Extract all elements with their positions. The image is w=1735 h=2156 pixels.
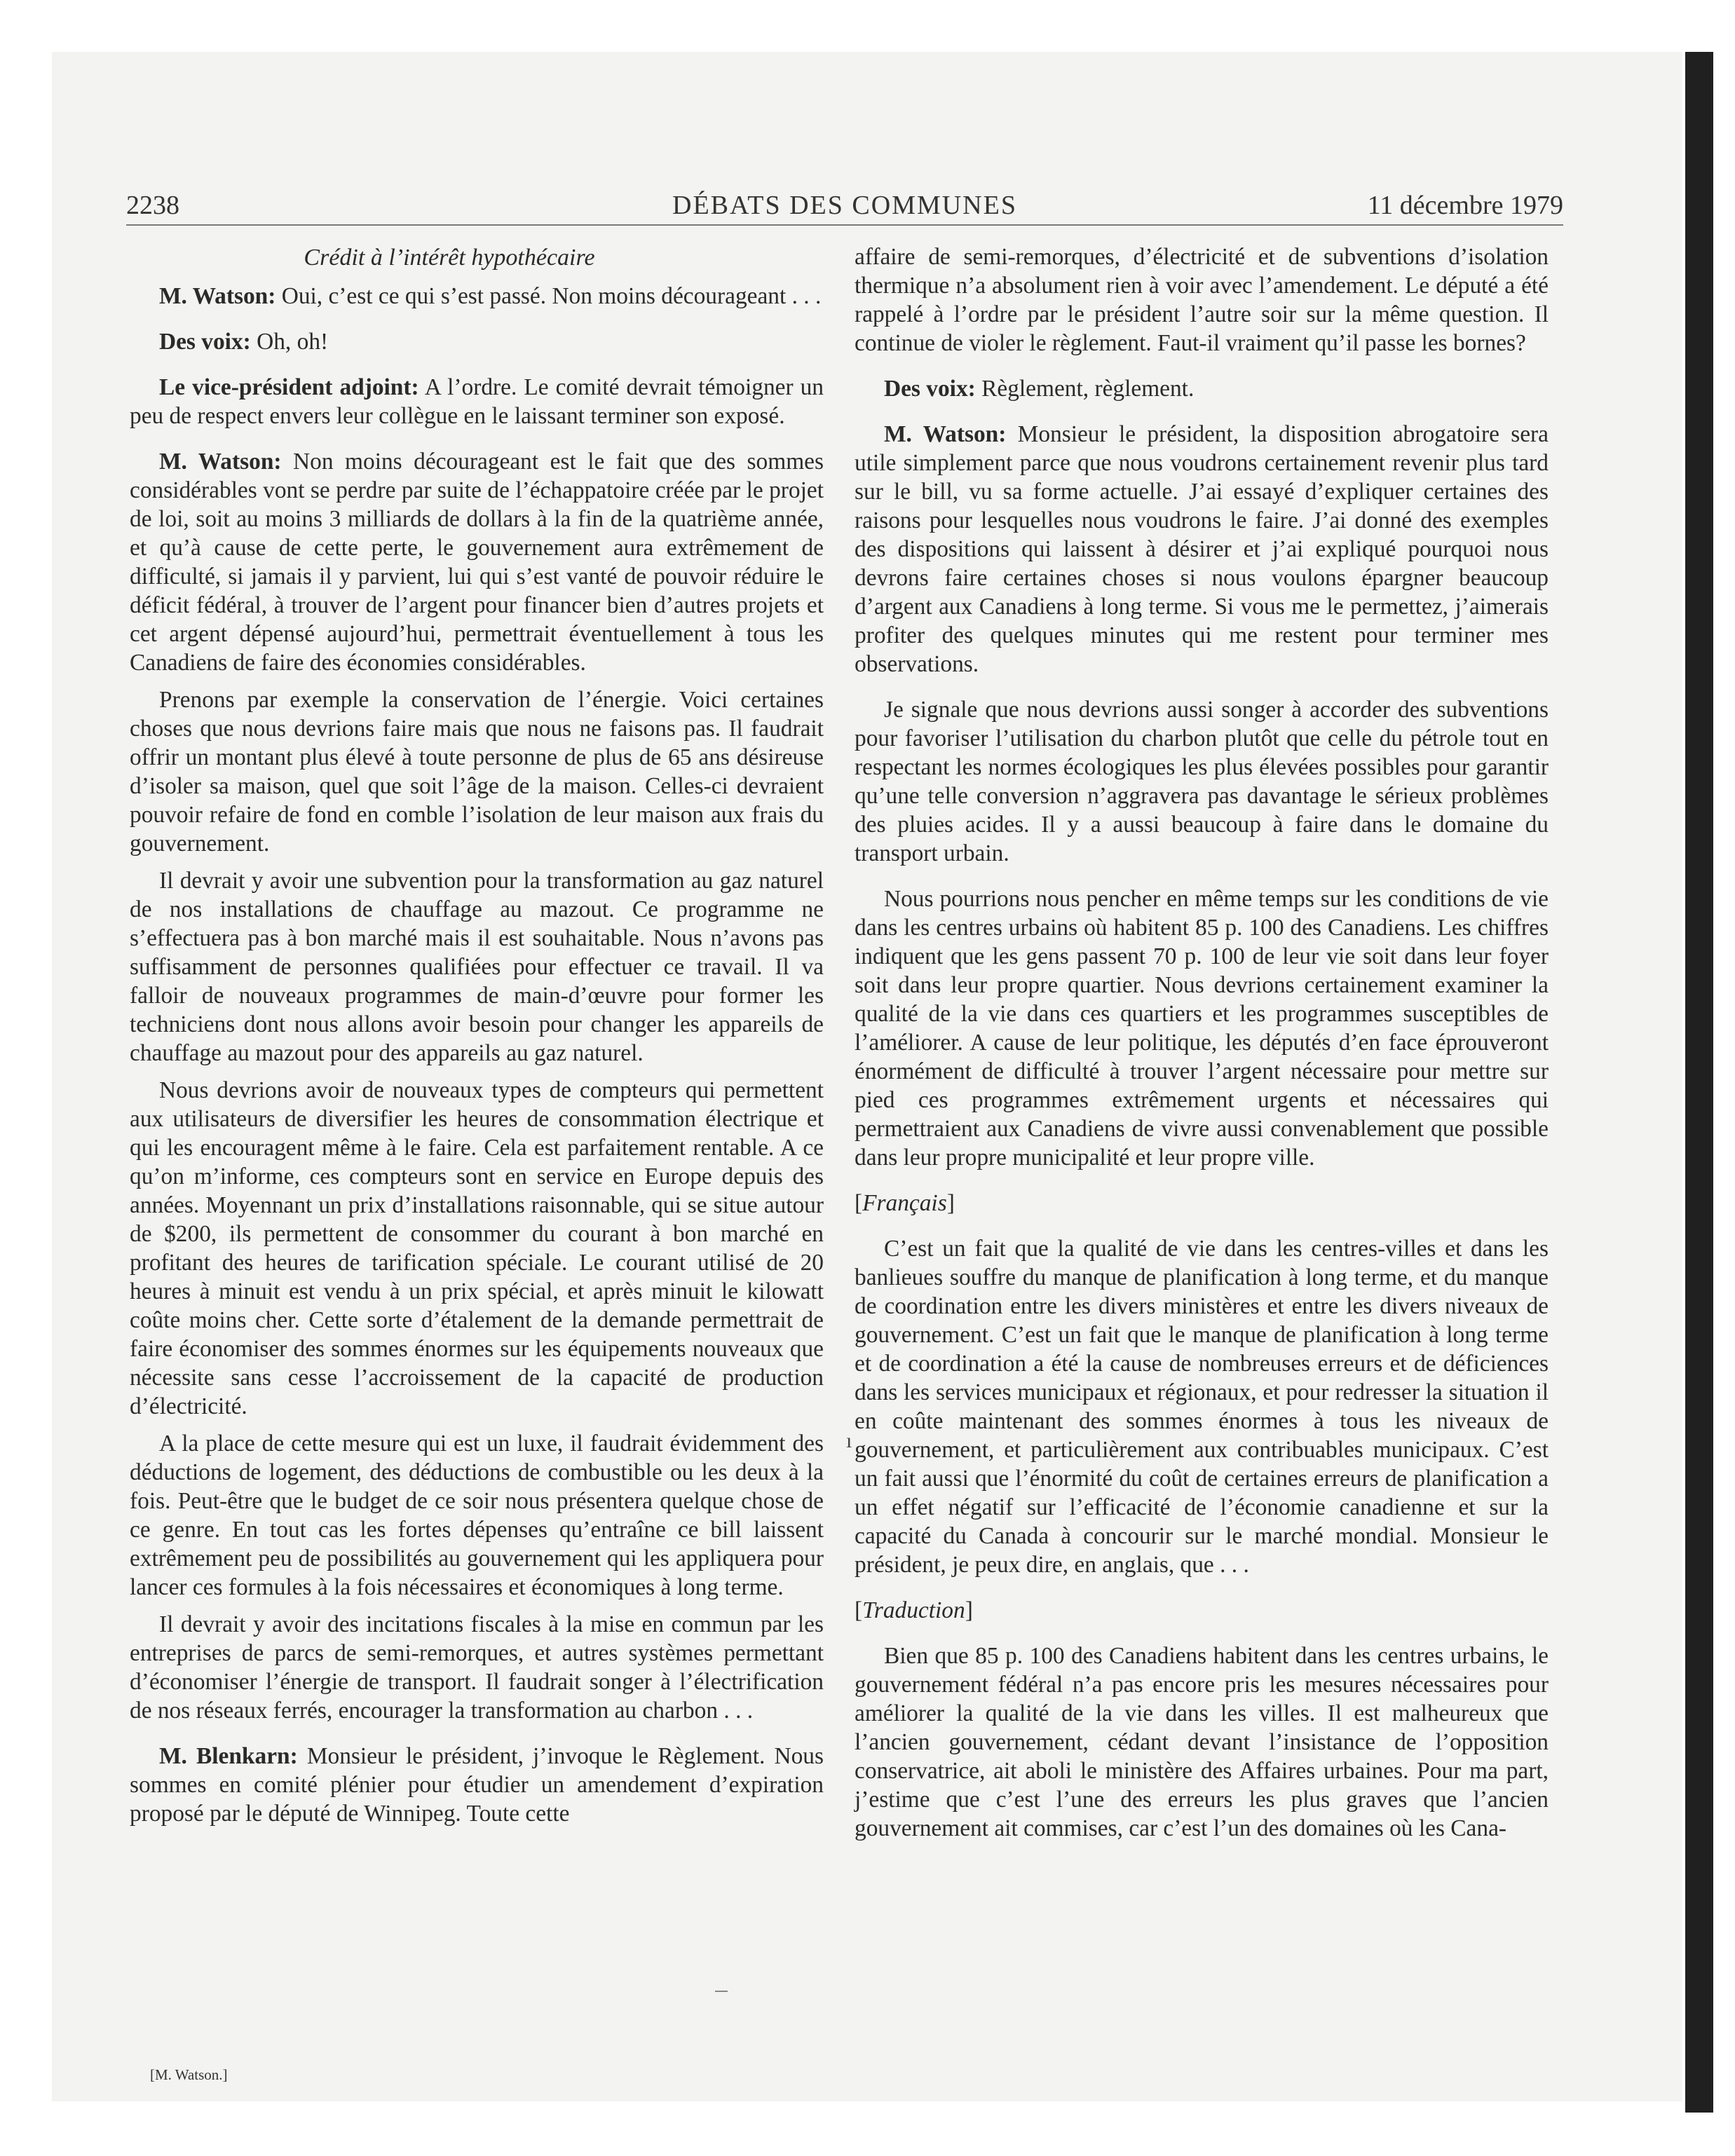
speech-text: Oh, oh! [250, 329, 329, 355]
margin-dash [715, 1991, 728, 1992]
page-date: 11 décembre 1979 [1367, 191, 1563, 220]
speech-text: Règlement, règlement. [975, 376, 1195, 402]
speech-text: Non moins décourageant est le fait que des sommes considérables vont se perdre par suite de l’échappatoire créée par le projet de loi, soit au moins 3 milliards de dollars à la fin de la quatrième année, et qu’à cause de cette perte, le gouvernement aura extrêmement de difficulté, si jamais il y parvient, lui qui s’est vanté de pouvoir réduire le déficit fédéral, à trouver de l’argent pour financer bien d’autres projets et cet argent dépensé aujourd’hui, permettrait éventuellement à tous les Canadiens de faire des économies considérables. [130, 449, 824, 676]
speech-text: A l’ordre. Le comité devrait témoigner un peu de respect envers leur collègue en le laissant terminer son exposé. [130, 374, 824, 429]
paragraph [130, 373, 824, 430]
paragraph: Nous pourrions nous pencher en même temps sur les conditions de vie dans les centres urbains où habitent 85 p. 100 des Canadiens. Les chiffres indiquent que les gens passent 70 p. 100 de leur vie soit dans leur foyer soit dans leur propre quartier. Nous devrions certainement examiner la qualité de la vie dans ces quartiers et les programmes susceptibles de l’améliorer. A cause de leur politique, les députés d’en face éprouveront énormément de difficulté à trouver l’argent nécessaire pour mettre sur pied ces programmes extrêmement urgents et nécessaires qui permettraient aux Canadiens de vivre aussi convenablement que possible dans leur propre municipalité et leur propre ville. [855, 886, 1549, 1171]
paragraph: Il devrait y avoir des incitations fiscales à la mise en commun par les entreprises de parcs de semi-remorques, et autres systèmes permettant d’économiser l’énergie de transport. Il faudrait songer à l’électrification de nos réseaux ferrés, encourager la transformation au charbon . . . [130, 1611, 824, 1724]
section-title: Crédit à l’intérêt hypothécaire [304, 245, 595, 271]
paragraph [855, 420, 1549, 678]
language-label: Traduction [862, 1597, 965, 1623]
language-label: Français [862, 1190, 947, 1216]
publication-title: DÉBATS DES COMMUNES [672, 191, 1017, 220]
header-rule [126, 224, 1563, 226]
paragraph [130, 447, 824, 677]
left-column [130, 243, 824, 1836]
paragraph: affaire de semi-remorques, d’électricité et de subventions d’isolation thermique n’a absolument rien à voir avec l’amendement. Le député a été rappelé à l’ordre par le président l’autre soir sur la même question. Il continue de violer le règlement. Faut-il vraiment qu’il passe les bornes? [855, 244, 1549, 356]
speaker-name: Le vice-président adjoint: [159, 374, 419, 400]
paragraph: Je signale que nous devrions aussi songer à accorder des subventions pour favoriser l’utilisation du charbon plutôt que celle du pétrole tout en respectant les normes écologiques les plus élevées possibles pour garantir qu’une telle conversion n’aggravera pas davantage le sérieux problèmes des pluies acides. Il y a aussi beaucoup à faire dans le domaine du transport urbain. [855, 697, 1549, 866]
speaker-name: M. Watson: [159, 449, 282, 475]
speaker-footnote: [M. Watson.] [150, 2066, 228, 2083]
speech-text: Monsieur le président, la disposition abrogatoire sera utile simplement parce que nous voudrons certainement revenir plus tard sur le bill, vu sa forme actuelle. J’ai essayé d’expliquer certaines des raisons pour lesquelles nous voudrons le faire. J’ai donné des exemples des dispositions qui laissent à désirer et j’ai expliqué pourquoi nous devrons faire certaines choses si nous voulons épargner beaucoup d’argent aux Canadiens à long terme. Si vous me le permettez, j’aimerais profiter des quelques minutes qui me restent pour terminer mes observations. [855, 421, 1549, 677]
paragraph [855, 374, 1549, 403]
speaker-name: Des voix: [159, 329, 251, 355]
right-column [855, 243, 1549, 1851]
paragraph: Prenons par exemple la conservation de l’énergie. Voici certaines choses que nous devrions faire mais que nous ne faisons pas. Il faudrait offrir un montant plus élevé à toute personne de plus de 65 ans désireuse d’isoler sa maison, quel que soit l’âge de la maison. Celles-ci devraient pouvoir refaire de fond en comble l’isolation de leur maison aux frais du gouvernement. [130, 687, 824, 857]
page-number: 2238 [126, 191, 179, 220]
paragraph: Il devrait y avoir une subvention pour la transformation au gaz naturel de nos installations de chauffage au mazout. Ce programme ne s’effectuera pas à bon marché mais il est souhaitable. Nous n’avons pas suffisamment de personnes qualifiées pour effectuer ce travail. Il va falloir de nouveaux programmes de main-d’œuvre pour former les techniciens dont nous allons avoir besoin pour changer les appareils de chauffage au mazout pour des appareils au gaz naturel. [130, 868, 824, 1066]
speech-text: Monsieur le président, j’invoque le Règlement. Nous sommes en comité plénier pour étudier un amendement d’expiration proposé par le député de Winnipeg. Toute cette [130, 1743, 824, 1827]
speaker-name: M. Watson: [884, 421, 1007, 447]
speaker-name: Des voix: [884, 376, 976, 402]
page-header [126, 188, 1563, 223]
scan-edge-bar [1685, 52, 1713, 2113]
speech-text: Oui, c’est ce qui s’est passé. Non moins décourageant . . . [275, 283, 822, 309]
language-marker: [Français] [855, 1190, 955, 1216]
margin-mark: ı [846, 1429, 852, 1452]
paragraph [130, 1742, 824, 1828]
speaker-name: M. Blenkarn: [159, 1743, 298, 1769]
paragraph: A la place de cette mesure qui est un luxe, il faudrait évidemment des déductions de logement, des déductions de combustible ou les deux à la fois. Peut-être que le budget de ce soir nous présentera quelque chose de ce genre. En tout cas les fortes dépenses qu’entraîne ce bill laissent extrêmement peu de possibilités au gouvernement qui les appliquera pour lancer ces formules à la fois nécessaires et économiques à long terme. [130, 1431, 824, 1600]
language-marker: [Traduction] [855, 1597, 973, 1623]
paragraph [130, 327, 824, 356]
speaker-name: M. Watson: [159, 283, 276, 309]
paragraph: Bien que 85 p. 100 des Canadiens habitent dans les centres urbains, le gouvernement fédéral n’a pas encore pris les mesures nécessaires pour améliorer la qualité de la vie dans les villes. Il est malheureux que l’ancien gouvernement, cédant devant l’insistance de l’opposition conservatrice, ait aboli le ministère des Affaires urbaines. Pour ma part, j’estime que c’est l’une des erreurs les plus graves que l’ancien gouvernement ait commises, car c’est l’un des domaines où les Cana- [855, 1643, 1549, 1841]
paragraph: C’est un fait que la qualité de vie dans les centres-villes et dans les banlieues souffre du manque de planification à long terme, et du manque de coordination entre les divers ministères et entre les divers niveaux de gouvernement. C’est un fait que le manque de planification à long terme et de coordination a été la cause de nombreuses erreurs et de déficiences dans les services municipaux et régionaux, et pour redresser la situation il en coûte maintenant des sommes énormes à tous les niveaux de gouvernement, et particulièrement aux contribuables municipaux. C’est un fait aussi que l’énormité du coût de certaines erreurs de planification a un effet négatif sur l’efficacité de l’économie canadienne et sur la capacité du Canada à concourir sur le marché mondial. Monsieur le président, je peux dire, en anglais, que . . . [855, 1236, 1549, 1578]
paragraph: Nous devrions avoir de nouveaux types de compteurs qui permettent aux utilisateurs de diversifier les heures de consommation électrique et qui les encouragent même à le faire. Cela est parfaitement rentable. A ce qu’on m’informe, ces compteurs sont en service en Europe depuis des années. Moyennant un prix d’installations raisonnable, qui se situe autour de $200, ils permettent de consommer du courant à bon marché en profitant des heures de tarification spéciale. Le courant utilisé de 20 heures à minuit est vendu à un prix spécial, et après minuit le kilowatt coûte moins cher. Cette sorte d’étalement de la demande permettrait de faire économiser des sommes énormes sur les équipements nouveaux que nécessite sans cesse l’accroissement de la capacité de production d’électricité. [130, 1077, 824, 1419]
paragraph [130, 282, 824, 311]
